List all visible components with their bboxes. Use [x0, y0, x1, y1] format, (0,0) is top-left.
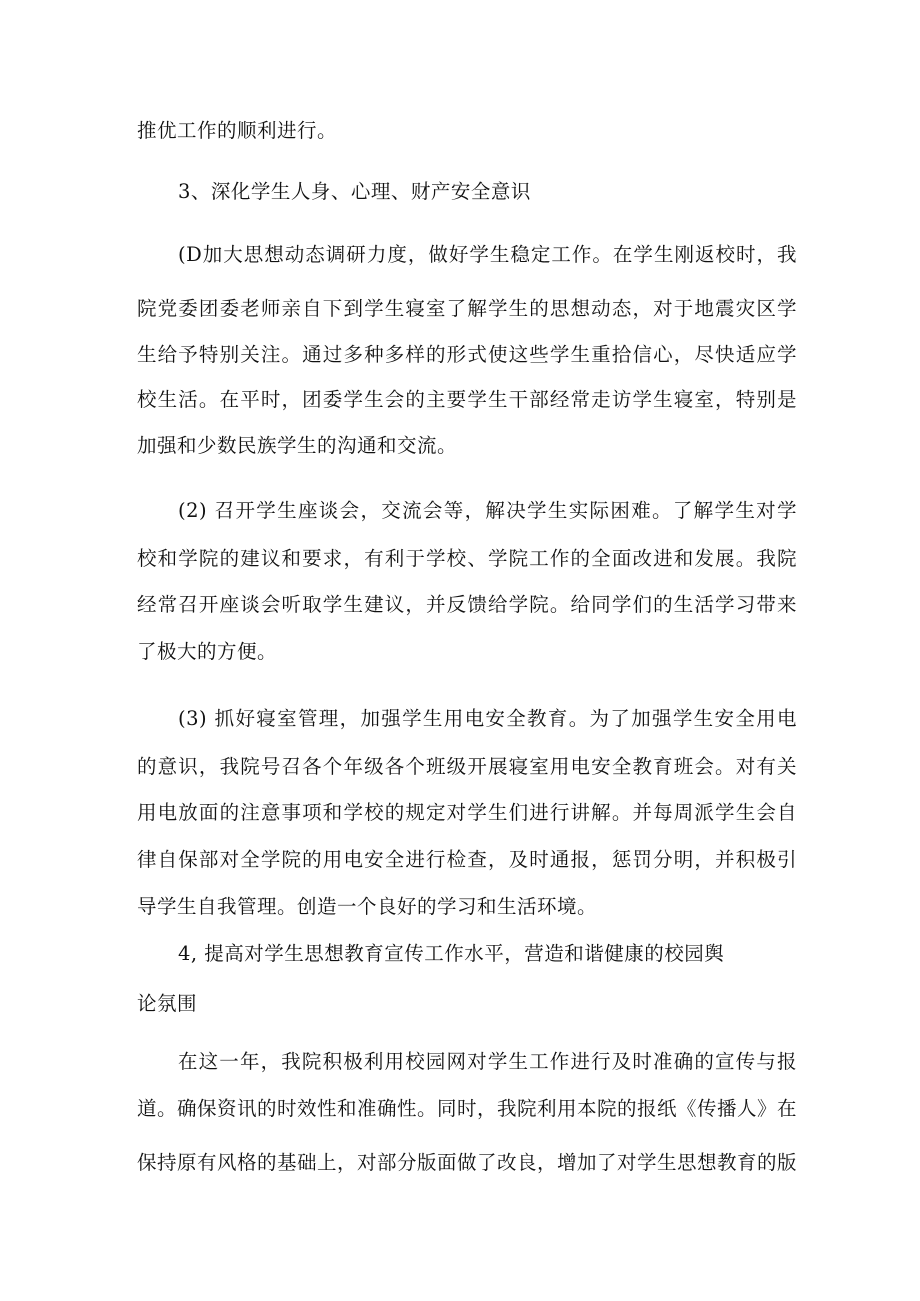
- paragraph-line-7: 加强和少数民族学生的沟通和交流。: [137, 434, 458, 457]
- paragraph-line-16: 导学生自我管理。创造一个良好的学习和生活环境。: [137, 895, 598, 918]
- paragraph-line-4: 院党委团委老师亲自下到学生寝室了解学生的思想动态，对于地震灾区学: [137, 297, 797, 320]
- paragraph-line-21: 保持原有风格的基础上，对部分版面做了改良，增加了对学生思想教育的版: [137, 1151, 798, 1174]
- paragraph-line-11: 了极大的方便。: [137, 640, 278, 663]
- section-heading-4-continued: 论氛围: [137, 992, 198, 1015]
- section-heading-4: 4, 提高对学生思想教育宣传工作水平，营造和谐健康的校园舆: [178, 942, 725, 965]
- paragraph-line-15: 律自保部对全学院的用电安全进行检查，及时通报，惩罚分明，并积极引: [137, 848, 797, 871]
- paragraph-line-6: 校生活。在平时，团委学生会的主要学生干部经常走访学生寝室，特别是: [137, 388, 797, 411]
- paragraph-line-9: 校和学院的建议和要求，有利于学校、学院工作的全面改进和发展。我院: [137, 547, 797, 570]
- section-heading-3: 3、深化学生人身、心理、财产安全意识: [178, 180, 531, 203]
- paragraph-line-12: (3) 抓好寝室管理，加强学生用电安全教育。为了加强学生安全用电: [178, 707, 797, 730]
- paragraph-line-14: 用电放面的注意事项和学校的规定对学生们进行讲解。并每周派学生会自: [137, 801, 797, 824]
- paragraph-line-1: 推优工作的顺利进行。: [137, 119, 338, 142]
- paragraph-line-3: (D加大思想动态调研力度，做好学生稳定工作。在学生刚返校时，我: [178, 243, 797, 266]
- paragraph-line-13: 的意识，我院号召各个年级各个班级开展寝室用电安全教育班会。对有关: [137, 755, 797, 778]
- paragraph-line-20: 道。确保资讯的时效性和准确性。同时，我院利用本院的报纸《传播人》在: [137, 1097, 798, 1120]
- paragraph-line-5: 生给予特别关注。通过多种多样的形式使这些学生重拾信心，尽快适应学: [137, 343, 797, 366]
- paragraph-line-10: 经常召开座谈会听取学生建议，并反馈给学院。给同学们的生活学习带来: [137, 593, 797, 616]
- paragraph-line-8: (2) 召开学生座谈会，交流会等，解决学生实际困难。了解学生对学: [178, 499, 797, 522]
- paragraph-line-19: 在这一年，我院积极利用校园网对学生工作进行及时准确的宣传与报: [178, 1050, 797, 1073]
